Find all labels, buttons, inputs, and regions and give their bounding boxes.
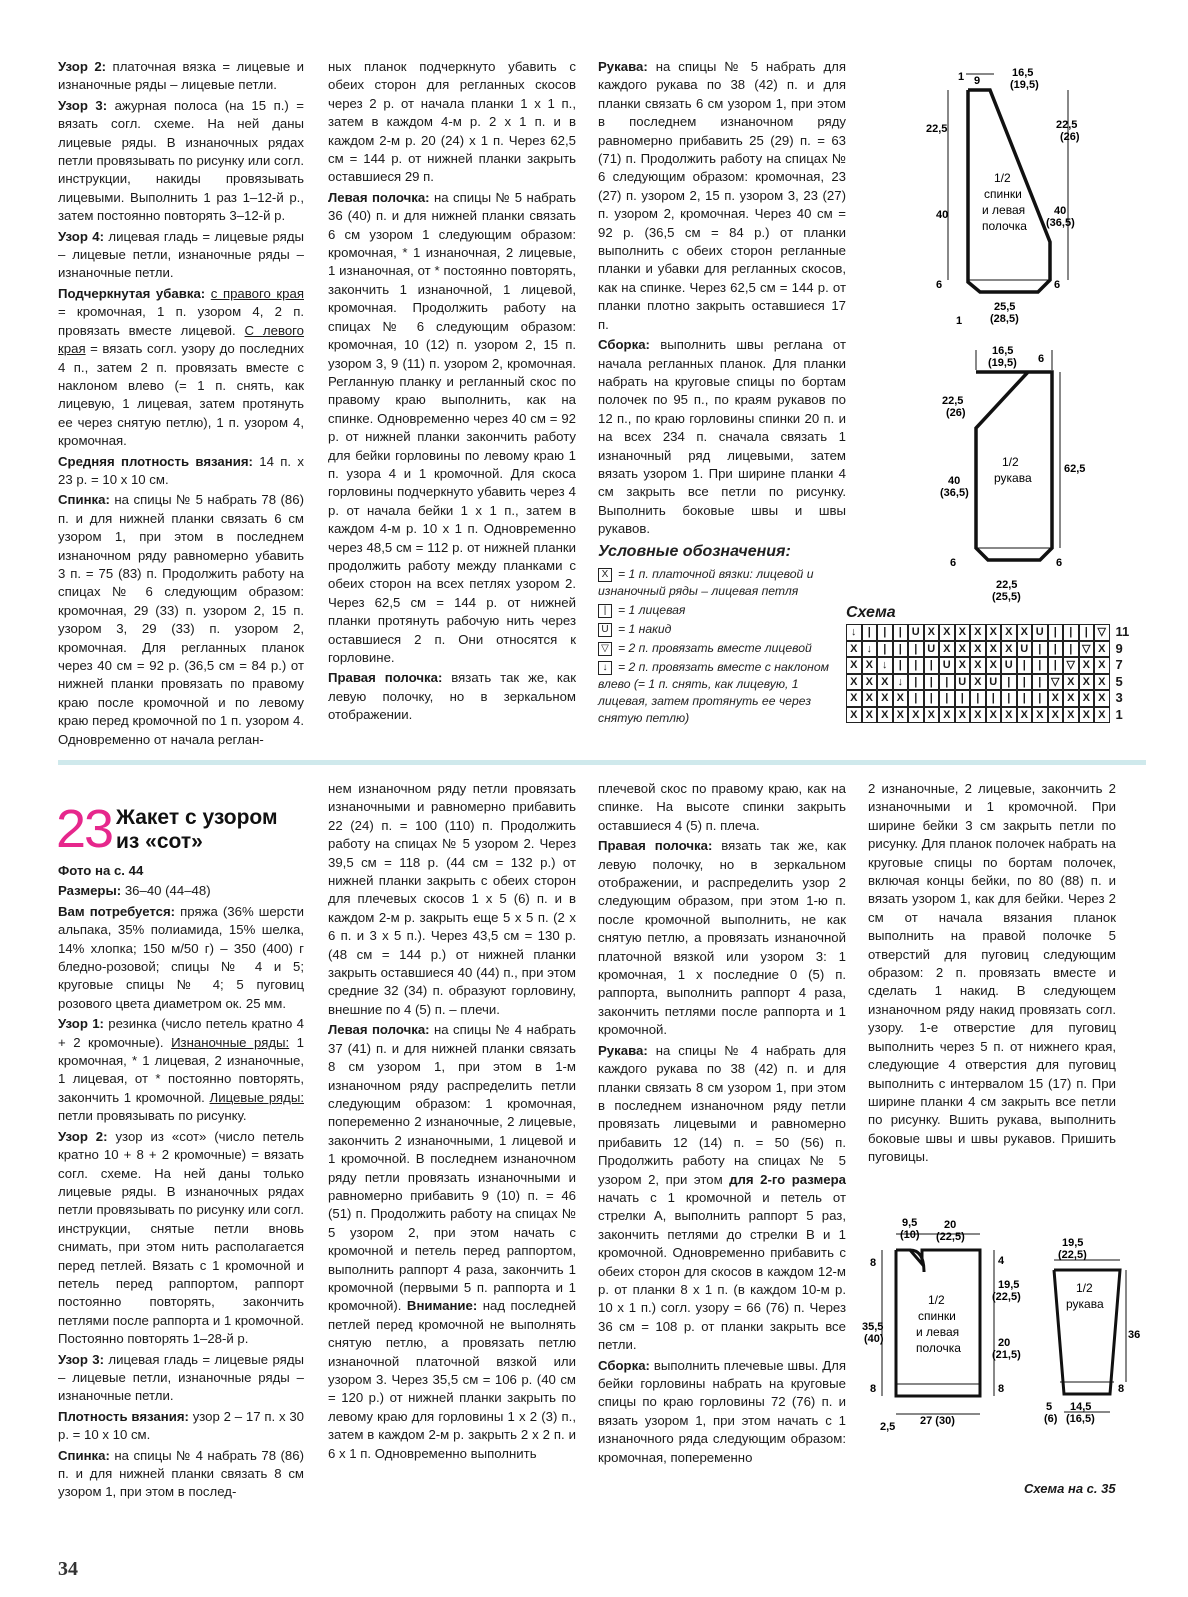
schema-cell: X <box>1017 624 1033 641</box>
schema-cell: X <box>908 707 924 724</box>
schema-cell: X <box>1001 624 1017 641</box>
schema-cell: | <box>1032 690 1048 707</box>
schema-cell: X <box>1094 690 1110 707</box>
schema-cell: | <box>1048 641 1064 658</box>
schema-cell: | <box>862 624 878 641</box>
dim-label: (19,5) <box>988 357 1017 369</box>
schema-row-label: 7 <box>1115 657 1123 672</box>
schema-cell: X <box>955 657 971 674</box>
dim-label: 14,5 <box>1070 1401 1092 1413</box>
dim-label: 20 <box>998 1337 1011 1349</box>
schema-cell: | <box>986 690 1002 707</box>
schema-cell: X <box>955 624 971 641</box>
ssk-icon: ↓ <box>598 661 612 675</box>
schema-cell: | <box>908 690 924 707</box>
legend-item-knit: | = 1 лицевая <box>598 602 838 619</box>
schema-cell: | <box>1048 624 1064 641</box>
piece-label: рукава <box>994 471 1032 485</box>
schema-cell: U <box>1032 624 1048 641</box>
diagram-sleeve-top <box>920 342 1090 604</box>
dim-label: 19,5 <box>1062 1237 1084 1249</box>
dim-label: 35,5 <box>862 1321 884 1333</box>
schema-cell: X <box>893 707 909 724</box>
dim-label: 6 <box>1054 279 1061 291</box>
page-number: 34 <box>58 1558 78 1580</box>
column-3: Рукава: на спицы № 5 набрать для каждого рукава по 38 (42) п. и для планки связать 6 см узором 1, при этом в последнем изнаночном ряду равномерно прибавить 25 (29) п. = 63 (71) п. Продолжить работу на спицах № 6 следующим образом: кромочная, 23 (27) п. узором 2, 15 п. узором 3, 23 (27) п. узором 2, кромочная. Через 40 см = 92 р. (36,5 см = 84 р.) от планки выполнить с обеих сторон регланные планки и убавки для регланных скосов, как на спинке. Через 62,5 см = 144 р. от планки плотно закрыть оставшиеся 17 п. Сборка: выполнить швы реглана от начала регланных планок. Для планки набрать на круговые спицы по бортам полочек по 95 п., по краям рукавов по 12 п., по краю горловины спинки 20 п. и на всех 234 п. сначала связать 1 изнаночный ряд лицевыми, затем вязать узором 1. При ширине планки 4 см закрыть все петли по рисунку. Выполнить боковые швы и швы рукавов. <box>598 59 846 537</box>
piece-label: и левая <box>916 1325 960 1339</box>
schema-cell: X <box>846 674 862 691</box>
schema-cell: ▽ <box>1048 674 1064 691</box>
schema-cell: X <box>1048 690 1064 707</box>
schema-cell: X <box>986 641 1002 658</box>
dim-label: 36 <box>1128 1329 1140 1341</box>
legend-title: Условные обозначения: <box>598 543 791 560</box>
dim-label: 1 <box>956 315 963 327</box>
dim-label: 40 <box>948 475 961 487</box>
schema-cell: ↓ <box>877 657 893 674</box>
dim-label: (28,5) <box>990 313 1019 325</box>
schema-reference: Схема на с. 35 <box>1024 1481 1116 1496</box>
dim-label: 6 <box>1056 557 1063 569</box>
schema-cell: X <box>970 641 986 658</box>
dim-label: (10) <box>900 1229 920 1241</box>
schema-cell: ▽ <box>1079 641 1095 658</box>
schema-cell: X <box>1079 674 1095 691</box>
dim-label: (22,5) <box>1058 1249 1087 1261</box>
schema-cell: | <box>908 657 924 674</box>
schema-cell: X <box>955 707 971 724</box>
dim-label: (22,5) <box>936 1231 965 1243</box>
column-5: Фото на с. 44 Размеры: 36–40 (44–48) Вам потребуется: пряжа (36% шерсти альпака, 35% полиамида, 15% шелка, 14% хлопка; 150 м/50 г) – 350 (400) г бледно-розовой; спицы № 4 и 5; круговые спицы № 4; 5 пуговиц розового цвета диаметром ок. 25 мм. Узор 1: резинка (число петель кратно 4 + 2 кромочные). Изнаночные ряды: 1 кромочная, * 1 лицевая, 2 изнаночные, 1 лицевая, от * постоянно повторять, закончить 1 кромочной. Лицевые ряды: петли провязывать по рисунку. Узор 2: узор из «сот» (число петель кратно 10 + 8 + 2 кромочные) = вязать согл. схеме. На ней даны только лицевые ряды. В изнаночных рядах петли провязывать по рисунку или согл. инструкции, снятые петли вновь снимать, при этом нить располагается перед петлей. Вязать с 1 кромочной и петель перед раппортом, раппорт постоянно повторять, закончить петлями после раппорта и 1 кромочной. Постоянно повторять 1–28-й р. Узор 3: лицевая гладь = лицевые ряды – лицевые петли, изнаночные ряды – изнаночные петли. Плотность вязания: узор 2 – 17 п. х 30 р. = 10 х 10 см. Спинка: на спицы № 4 набрать 78 (86) п. и для нижней планки связать 8 см узором 1, при этом в послед- <box>58 863 305 1500</box>
schema-cell: | <box>893 641 909 658</box>
schema-cell: X <box>1094 674 1110 691</box>
dim-label: (26) <box>1060 131 1080 143</box>
schema-cell: X <box>986 707 1002 724</box>
schema-cell: X <box>970 624 986 641</box>
schema-cell: X <box>939 641 955 658</box>
schema-cell: X <box>955 641 971 658</box>
schema-cell: | <box>908 674 924 691</box>
schema-title: Схема <box>846 604 896 621</box>
dim-label: (36,5) <box>1046 217 1075 229</box>
schema-cell: X <box>846 707 862 724</box>
schema-cell: X <box>986 657 1002 674</box>
dim-label: (40) <box>864 1333 884 1345</box>
diagram-back-front-top <box>920 60 1090 330</box>
schema-cell: X <box>924 707 940 724</box>
schema-cell: | <box>924 657 940 674</box>
dim-label: (22,5) <box>992 1291 1021 1303</box>
schema-cell: X <box>877 690 893 707</box>
schema-row-label: 3 <box>1115 690 1123 705</box>
section-divider <box>58 760 1146 765</box>
schema-cell: | <box>877 624 893 641</box>
schema-cell: X <box>893 690 909 707</box>
dim-label: 16,5 <box>992 345 1014 357</box>
piece-label: 1/2 <box>1002 455 1019 469</box>
schema-cell: ↓ <box>862 641 878 658</box>
schema-cell: X <box>1001 707 1017 724</box>
dim-label: 6 <box>1038 353 1045 365</box>
schema-cell: X <box>1094 707 1110 724</box>
schema-row-label: 11 <box>1115 624 1130 639</box>
schema-cell: X <box>1063 674 1079 691</box>
schema-cell: | <box>1063 641 1079 658</box>
schema-cell: | <box>955 690 971 707</box>
dim-label: 22,5 <box>942 395 964 407</box>
dim-label: 27 (30) <box>920 1415 955 1427</box>
schema-cell: ▽ <box>1094 624 1110 641</box>
dim-label: 2,5 <box>880 1421 896 1433</box>
schema-cell: X <box>986 624 1002 641</box>
schema-cell: X <box>877 707 893 724</box>
dim-label: 5 <box>1046 1401 1053 1413</box>
schema-cell: X <box>1032 707 1048 724</box>
dim-label: 4 <box>998 1255 1005 1267</box>
yarnover-icon: U <box>598 623 612 637</box>
piece-label: полочка <box>982 219 1027 233</box>
dim-label: 22,5 <box>996 579 1018 591</box>
schema-cell: | <box>970 690 986 707</box>
legend-item-yarnover: U = 1 накид <box>598 621 838 638</box>
schema-cell: U <box>924 641 940 658</box>
schema-cell: | <box>939 690 955 707</box>
schema-cell: U <box>1001 657 1017 674</box>
schema-cell: U <box>908 624 924 641</box>
schema-grid <box>846 624 1136 728</box>
schema-cell: X <box>1063 690 1079 707</box>
k2tog-icon: ▽ <box>598 642 612 656</box>
schema-cell: | <box>893 624 909 641</box>
schema-cell: X <box>862 707 878 724</box>
schema-cell: U <box>939 657 955 674</box>
schema-cell: U <box>1017 641 1033 658</box>
dim-label: 22,5 <box>926 123 948 135</box>
dim-label: 8 <box>998 1383 1005 1395</box>
schema-cell: | <box>1001 674 1017 691</box>
dim-label: (25,5) <box>992 591 1021 603</box>
schema-cell: | <box>1032 674 1048 691</box>
schema-cell: X <box>1001 641 1017 658</box>
piece-label: 1/2 <box>994 171 1011 185</box>
schema-cell: | <box>1063 624 1079 641</box>
schema-cell: X <box>846 657 862 674</box>
legend-item-k2tog: ▽ = 2 п. провязать вместе лицевой <box>598 640 838 657</box>
schema-cell: X <box>846 641 862 658</box>
dim-label: 8 <box>870 1257 877 1269</box>
article-title: Жакет с узором из «сот» <box>116 806 278 853</box>
schema-cell: X <box>862 674 878 691</box>
schema-cell: X <box>1079 707 1095 724</box>
schema-cell: ↓ <box>893 674 909 691</box>
dim-label: 19,5 <box>998 1279 1020 1291</box>
column-7: плечевой скос по правому краю, как на спинке. На высоте спинки закрыть оставшиеся 4 (5) п. плеча. Правая полочка: вязать так же, как левую полочку, но в зеркальном отображении, и распределить узор 2 следующим образом, при этом 1-ю п. после кромочной выполнить, не как снятую петлю, а провязать изнаночной платочной вязкой или узором 3: 1 кромочная, 1 х последние 0 (5) п. раппорта, выполнить раппорт 4 раза, закончить петлями после раппорта и 1 кромочной. Рукава: на спицы № 4 набрать для каждого рукава по 38 (42) п. и для планки связать 8 см узором 1, при этом в последнем изнаночном ряду петли провязать лицевыми и равномерно прибавить 12 (14) п. = 50 (56) п. Продолжить работу на спицах № 5 узором 2, при этом для 2-го размера начать с 1 кромочной и петель от стрелки А, выполнить раппорт 5 раз, закончить петлями до стрелки В и 1 кромочной. Одновременно прибавить с обеих сторон для скосов в каждом 12-м р. от планки 8 х 1 п. (в каждом 10-м р. 10 х 1 п.) согл. узору = 66 (76) п. Через 36 см = 108 р. от планки закрыть все петли. Сборка: выполнить плечевые швы. Для бейки горловины набрать на круговые спицы по краю горловины 72 (76) п. и вязать узором 1, при этом начать с 1 изнаночного ряда следующим образом: кромочная, попеременно <box>598 781 847 1465</box>
dim-label: 8 <box>1118 1383 1125 1395</box>
schema-cell: X <box>970 674 986 691</box>
schema-cell: | <box>1032 641 1048 658</box>
schema-cell: X <box>1094 641 1110 658</box>
dim-label: 40 <box>1054 205 1067 217</box>
column-1: Узор 2: платочная вязка = лицевые и изнаночные ряды – лицевые петли. Узор 3: ажурная полоса (на 15 п.) = вязать согл. схеме. На ней даны лицевые ряды. В изнаночных рядах петли провязывать по рисунку или согл. инструкции, накиды провязывать лицевыми. Выполнить 1 раз 1–12-й р., затем постоянно повторять 3–12-й р. Узор 4: лицевая гладь = лицевые ряды – лицевые петли, изнаночные ряды – изнаночные петли. Подчеркнутая убавка: с правого края = кромочная, 1 п. узором 4, 2 п. провязать вместе лицевой. С левого края = вязать согл. узору до последних 4 п., затем 2 п. провязать вместе с наклоном влево (= 1 п. снять, как лицевую, 1 лицевая, затем протянуть ее через снятую петлю), 1 п. узором 4, кромочная. Средняя плотность вязания: 14 п. х 23 р. = 10 х 10 см. Спинка: на спицы № 5 набрать 78 (86) п. и для нижней планки связать 6 см узором 1, при этом в последнем изнаночном ряду равномерно убавить 3 п. = 75 (83) п. Продолжить работу на спицах № 6 следующим образом: кромочная, 29 (33) п. узором 2, 15 п. узором 3, 29 (33) п. узором 2, кромочная. Для регланных планок через 40 см = 92 р. (36,5 см = 84 р.) от нижней планки провязать по правому краю после кромочной и по левому краю перед кромочной по 1 п. узором 4. Одновременно от начала реглан- <box>58 59 305 747</box>
schema-cell: | <box>924 690 940 707</box>
schema-cell: X <box>939 624 955 641</box>
piece-label: спинки <box>984 187 1022 201</box>
dim-label: 6 <box>950 557 957 569</box>
dim-label: 20 <box>944 1219 957 1231</box>
schema-cell: | <box>1032 657 1048 674</box>
column-2: ных планок подчеркнуто убавить с обеих сторон для регланных скосов через 2 р. от начала планки 1 х 1 п., затем в каждом 4-м р. 2 х 1 п. и в каждом 2-м р. 20 (24) х 1 п. Через 62,5 см = 144 р. от нижней планки закрыть оставшиеся 29 п. Левая полочка: на спицы № 5 набрать 36 (40) п. и для нижней планки связать 6 см узором 1 следующим образом: кромочная, * 1 изнаночная, 2 лицевые, 1 изнаночная, от * постоянно повторять, закончить 1 изнаночной, 1 лицевой, кромочная. Продолжить работу на спицах № 6 следующим образом: кромочная, 10 (12) п. узором 2, 15 п. узором 3, 9 (11) п. узором 2, кромочная. Регланную планку и регланный скос по правому краю выполнить, как на спинке. Одновременно через 40 см = 92 р. от нижней планки закончить работу для бейки горловины по левому краю 1 п. узора 4 и 1 кромочной. Для скоса горловины подчеркнуто убавить через 4 р. от начала бейки 1 х 1 п., затем в каждом 4-м р. 10 х 1 п. Одновременно через 48,5 см = 112 р. от нижней планки продолжить работу между планками с обеих сторон на всех петлях узором 2. Через 62,5 см = 144 р. от нижней планки протянуть рабочую нить через оставшиеся 2 п. Они относятся к горловине. Правая полочка: вязать так же, как левую полочку, но в зеркальном отображении. <box>328 59 576 723</box>
dim-label: 1 <box>958 71 965 83</box>
piece-label: 1/2 <box>928 1293 945 1307</box>
dim-label: 8 <box>870 1383 877 1395</box>
schema-cell: | <box>908 641 924 658</box>
schema-cell: | <box>1017 674 1033 691</box>
cross-stitch-icon: X <box>598 568 612 582</box>
dim-label: 62,5 <box>1064 463 1086 475</box>
piece-label: спинки <box>918 1309 956 1323</box>
schema-cell: | <box>1048 657 1064 674</box>
schema-cell: X <box>1048 707 1064 724</box>
dim-label: (16,5) <box>1066 1413 1095 1425</box>
column-8: 2 изнаночные, 2 лицевые, закончить 2 изнаночными и 1 кромочной. При ширине бейки 3 см закрыть петли по рисунку. Для планок полочек набрать на круговые спицы по бортам полочек, включая концы бейки, по 80 (88) п. и вязать узором 1, как для бейки. Через 2 см от начала вязания планок выполнить на правой полочке 5 отверстий для пуговиц следующим образом: 2 п. провязать вместе и сделать 1 накид. В следующем изнаночном ряду накид провязать согл. узору. 1-е отверстие для пуговиц выполнить через 5 п. от нижнего края, следующие 4 отверстия для пуговиц выполнить с интервалом 15 (17) п. При ширине планки 4 см закрыть все петли по рисунку. Вшить рукава, выполнить боковые швы и швы рукавов. Пришить пуговицы. <box>868 781 1116 1165</box>
dim-label: 9 <box>974 75 981 87</box>
dim-label: (26) <box>946 407 966 419</box>
schema-cell: ▽ <box>1063 657 1079 674</box>
dim-label: (36,5) <box>940 487 969 499</box>
schema-cell: X <box>924 624 940 641</box>
schema-cell: X <box>862 657 878 674</box>
dim-label: 25,5 <box>994 301 1016 313</box>
piece-label: и левая <box>982 203 1026 217</box>
piece-label: рукава <box>1066 1297 1104 1311</box>
schema-row-label: 9 <box>1115 640 1123 656</box>
dim-label: 40 <box>936 209 949 221</box>
diagram-sleeve-bottom <box>1040 1232 1140 1442</box>
schema-cell: | <box>1017 657 1033 674</box>
diagram-back-front-bottom <box>862 1214 1042 1444</box>
schema-cell: X <box>1063 707 1079 724</box>
article-number: 23 <box>56 799 113 859</box>
schema-cell: X <box>1017 707 1033 724</box>
dim-label: (21,5) <box>992 1349 1021 1361</box>
schema-cell: X <box>862 690 878 707</box>
schema-cell: | <box>939 674 955 691</box>
dim-label: 9,5 <box>902 1217 918 1229</box>
legend-item-ssk: ↓ = 2 п. провязать вместе с наклоном влево (= 1 п. снять, как лицевую, 1 лицевая, затем протянуть ее через снятую петлю) <box>598 660 829 725</box>
column-6: нем изнаночном ряду петли провязать изнаночными и равномерно прибавить 22 (24) п. = 100 (110) п. Продолжить работу на спицах № 5 узором 2. Через 39,5 см = 118 р. (44 см = 132 р.) от нижней планки закрыть с обеих сторон для плечевых скосов 1 х 5 (6) п. и в каждом 2-м р. закрыть еще 5 х 5 п. (2 х 6 п. и 3 х 5 п.). Через 43,5 см = 130 р. (48 см = 144 р.) от нижней планки закрыть оставшиеся 40 (44) п., при этом средние 32 (34) п. образуют горловину, внешние по 4 (5) п. – плечи. Левая полочка: на спицы № 4 набрать 37 (41) п. и для нижней планки связать 8 см узором 1, при этом в 1-м изнаночном ряду распределить петли следующим образом: 1 кромочная, попеременно 2 изнаночные, 2 лицевые, закончить 2 изнаночными, 1 лицевой и 1 кромочной. В последнем изнаночном ряду петли провязать изнаночными и равномерно прибавить 9 (10) п. = 46 (51) п. Продолжить работу на спицах № 5 узором 2, при этом начать с кромочной и петель перед раппортом, выполнить раппорт 4 раза, закончить 1 кромочной (первыми 5 п. раппорта и 1 кромочной). Внимание: над последней петлей перед кромочной не выполнять снятую петлю, а провязать петлю изнаночной платочной вязкой или узором 3. Через 35,5 см = 106 р. (40 см = 120 р.) от нижней планки закрыть по левому краю для горловины 1 х 2 (3) п., затем в каждом 2-м р. закрыть 2 х 2 п. и 6 х 1 п. Одновременно выполнить <box>328 781 576 1461</box>
piece-label: полочка <box>916 1341 961 1355</box>
schema-cell: | <box>1017 690 1033 707</box>
schema-cell: X <box>970 707 986 724</box>
schema-cell: X <box>877 674 893 691</box>
schema-cell: ↓ <box>846 624 862 641</box>
schema-cell: X <box>1079 690 1095 707</box>
piece-label: 1/2 <box>1076 1281 1093 1295</box>
schema-cell: | <box>877 641 893 658</box>
schema-row-label: 5 <box>1115 673 1123 689</box>
dim-label: 16,5 <box>1012 67 1034 79</box>
schema-cell: | <box>893 657 909 674</box>
schema-cell: X <box>1094 657 1110 674</box>
dim-label: 22,5 <box>1056 119 1078 131</box>
schema-cell: U <box>955 674 971 691</box>
schema-cell: X <box>939 707 955 724</box>
schema-cell: U <box>986 674 1002 691</box>
schema-cell: | <box>924 674 940 691</box>
legend-item-x: X = 1 п. платочной вязки: лицевой и изнаночный ряды – лицевая петля <box>598 567 814 598</box>
schema-cell: X <box>1079 657 1095 674</box>
dim-label: (19,5) <box>1010 79 1039 91</box>
schema-cell: | <box>1001 690 1017 707</box>
schema-cell: X <box>970 657 986 674</box>
schema-cell: X <box>846 690 862 707</box>
schema-row-label: 1 <box>1115 706 1123 722</box>
dim-label: 6 <box>936 279 943 291</box>
knit-stitch-icon: | <box>598 604 612 618</box>
dim-label: (6) <box>1044 1413 1058 1425</box>
schema-cell: | <box>1079 624 1095 641</box>
